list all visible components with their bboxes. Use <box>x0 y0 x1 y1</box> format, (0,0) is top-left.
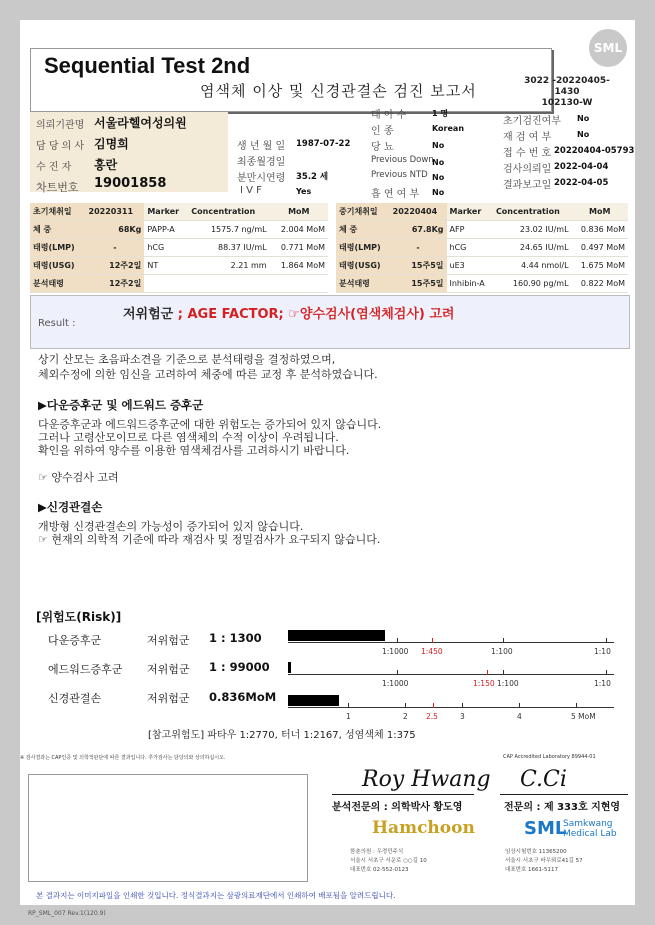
institution-value: 서울라헬여성의원 <box>94 116 187 130</box>
address-line: 임상시험번호 11365200 <box>505 849 567 855</box>
request-date-value: 2022-04-04 <box>554 162 609 172</box>
axis-tick <box>397 670 398 675</box>
axis-tick-label: 1:1000 <box>382 679 409 688</box>
sml-brand-line-2: Medical Lab <box>563 829 617 839</box>
smoking-label: 흡 연 여 부 <box>371 189 420 200</box>
table-header: Marker <box>144 203 188 221</box>
axis-tick <box>462 703 463 708</box>
chart-number-value: 19001858 <box>94 176 167 191</box>
risk-edwards-name: 에드워드증후군 <box>48 663 123 676</box>
table-cell <box>188 275 269 293</box>
table-cell: 1.864 MoM <box>270 257 328 275</box>
signature-line-2 <box>500 794 628 795</box>
signature-1: Roy Hwang <box>362 767 491 792</box>
address-line: 대표번호 02-552-0123 <box>350 867 409 873</box>
table-cell: 중기채취일 <box>336 203 390 221</box>
first-trimester-table <box>30 203 328 293</box>
table-cell: 태령(USG) <box>30 257 86 275</box>
result-note: ; AGE FACTOR; ☞양수검사(염색체검사) 고려 <box>173 307 455 322</box>
table-header: Concentration <box>188 203 269 221</box>
prev-down-value: No <box>432 158 445 167</box>
table-cell <box>270 275 328 293</box>
table-cell: 태령(LMP) <box>30 239 86 257</box>
race-label: 인 종 <box>371 126 394 137</box>
sml-brand-text <box>563 819 617 839</box>
table-cell: Inhibin-A <box>447 275 493 293</box>
axis-tick-label-cutoff: 1:450 <box>421 647 443 656</box>
signer-1-name: 분석전문의 : 의학박사 황도영 <box>332 802 463 813</box>
axis-tick-label-cutoff: 1:150 <box>473 679 495 688</box>
table-cell: 24.65 IU/mL <box>493 239 572 257</box>
report-date-label: 결과보고일 <box>503 180 552 191</box>
accession-label: 접 수 번 호 <box>503 148 552 159</box>
address-line: 서울시 서초구 바우뫼로41길 57 <box>505 858 583 864</box>
axis-tick-label: 1:10 <box>594 679 611 688</box>
smoking-value: No <box>432 188 445 197</box>
table-cell: 분석태령 <box>30 275 86 293</box>
race-value: Korean <box>432 124 465 133</box>
risk-down-group: 저위험군 <box>147 634 190 647</box>
code-line-2: 102130-W <box>541 98 593 108</box>
logo-text: SML <box>593 41 623 55</box>
table-cell: 12주2일 <box>86 257 145 275</box>
initial-exam-value: No <box>577 114 590 123</box>
second-trimester-table <box>336 203 628 293</box>
down-line-2: 그러나 고령산모이므로 다른 염색체의 수적 이상이 우려됩니다. <box>38 431 339 444</box>
axis-tick-label: 1:100 <box>497 679 519 688</box>
down-line-1: 다운증후군과 에드워드증후군에 대한 위험도는 증가되어 있지 않습니다. <box>38 418 382 431</box>
table-cell: 태령(USG) <box>336 257 390 275</box>
table-cell: 체 중 <box>336 221 390 239</box>
table-header: Concentration <box>493 203 572 221</box>
table-cell: 초기채취일 <box>30 203 86 221</box>
table-row <box>336 257 628 275</box>
table-cell: PAPP-A <box>144 221 188 239</box>
fineprint-right: CAP Accredited Laboratory 89944-01 <box>503 754 596 760</box>
table-cell: 0.822 MoM <box>572 275 628 293</box>
table-cell: 1.675 MoM <box>572 257 628 275</box>
retest-value: No <box>577 130 590 139</box>
result-group: 저위험군 <box>123 307 174 322</box>
age-label: 분만시연령 <box>237 173 286 184</box>
ivf-value: Yes <box>296 187 312 196</box>
result-label: Result : <box>38 318 76 329</box>
code-line-1: 3022 -20220405-1430 <box>524 76 610 97</box>
axis-tick-label: 5 MoM <box>571 712 596 721</box>
axis-tick-label: 1:1000 <box>382 647 409 656</box>
risk-edwards-bar <box>288 662 291 673</box>
table-cell: NT <box>144 257 188 275</box>
risk-down-axis <box>288 642 614 643</box>
prev-ntd-value: No <box>432 173 445 182</box>
patient-name-value: 홍란 <box>94 158 118 172</box>
table-cell: - <box>390 239 447 257</box>
report-date-value: 2022-04-05 <box>554 178 609 188</box>
axis-tick-label: 3 <box>460 712 465 721</box>
table-cell: 0.771 MoM <box>270 239 328 257</box>
address-block-2 <box>505 848 583 875</box>
signer-2-name: 전문의 : 제 333호 지현영 <box>504 802 621 813</box>
table-cell: 12주2일 <box>86 275 145 293</box>
axis-tick <box>503 670 504 675</box>
fetus-count-value: 1 명 <box>432 109 449 118</box>
risk-edwards-value: 1 : 99000 <box>209 660 270 674</box>
down-line-4: ☞ 양수검사 고려 <box>38 471 119 484</box>
table-cell: 20220311 <box>86 203 145 221</box>
intro-line-1: 상기 산모는 초음파소견을 기준으로 분석태령을 결정하였으며, <box>38 353 336 366</box>
table-row <box>30 221 328 239</box>
risk-ntd-axis <box>288 707 614 708</box>
risk-ntd-bar <box>288 695 339 706</box>
table-cell: 160.90 pg/mL <box>493 275 572 293</box>
chart-number-label: 차트번호 <box>36 181 79 194</box>
table-cell: 68Kg <box>86 221 145 239</box>
table-cell: 88.37 IU/mL <box>188 239 269 257</box>
axis-tick <box>519 703 520 708</box>
axis-tick <box>405 703 406 708</box>
risk-down-value: 1 : 1300 <box>209 631 262 645</box>
table-cell: 67.8Kg <box>390 221 447 239</box>
prev-ntd-label: Previous NTD <box>371 170 428 180</box>
table-cell: 23.02 IU/mL <box>493 221 572 239</box>
retest-label: 재 검 여 부 <box>503 132 552 143</box>
comment-box <box>28 774 308 882</box>
table-cell: - <box>86 239 145 257</box>
axis-tick <box>397 638 398 643</box>
address-line: 함춘의원 : 우경민주식 <box>350 849 404 855</box>
axis-tick <box>606 670 607 675</box>
table-row <box>30 203 328 221</box>
risk-ntd-value: 0.836MoM <box>209 690 277 704</box>
dob-label: 생 년 월 일 <box>237 141 286 152</box>
institution-label: 의뢰기관명 <box>36 120 85 131</box>
request-date-label: 검사의뢰일 <box>503 164 552 175</box>
axis-tick-label: 1:10 <box>594 647 611 656</box>
report-subtitle: 염색체 이상 및 신경관결손 검진 보고서 <box>200 82 477 100</box>
table-cell: AFP <box>447 221 493 239</box>
axis-tick <box>606 638 607 643</box>
revision-code: RP_SML_007 Rev.1(120.9) <box>28 910 106 917</box>
table-row <box>336 203 628 221</box>
initial-exam-label: 초기검진여부 <box>503 116 561 127</box>
table-header: Marker <box>447 203 493 221</box>
intro-line-2: 체외수정에 의한 임신을 고려하여 체중에 따른 교정 후 분석하였습니다. <box>38 368 378 381</box>
table-row <box>336 221 628 239</box>
address-block-1 <box>350 848 427 875</box>
table-row <box>30 239 328 257</box>
accession-value: 20220404-05793 <box>554 146 635 156</box>
reference-risk: [참고위험도] 파타우 1:2770, 터너 1:2167, 성염색체 1:375 <box>148 730 416 741</box>
signature-2: C.Ci <box>520 767 567 792</box>
dob-value: 1987-07-22 <box>296 139 351 149</box>
table-row <box>30 275 328 293</box>
ntd-line-1: 개방형 신경관결손의 가능성이 증가되어 있지 않습니다. <box>38 520 304 533</box>
axis-tick-label-cutoff: 2.5 <box>426 712 438 721</box>
risk-ntd-name: 신경관결손 <box>48 692 102 705</box>
table-cell: hCG <box>447 239 493 257</box>
diabetes-label: 당 뇨 <box>371 142 394 153</box>
axis-tick-cutoff <box>433 703 434 708</box>
risk-down-name: 다운증후군 <box>48 634 102 647</box>
table-cell: 1575.7 ng/mL <box>188 221 269 239</box>
table-cell: 2.004 MoM <box>270 221 328 239</box>
doctor-label: 담 당 의 사 <box>36 141 85 152</box>
section-ntd: ▶신경관결손 <box>38 500 103 514</box>
lmp-label: 최종월경일 <box>237 157 286 168</box>
risk-ntd-group: 저위험군 <box>147 692 190 705</box>
report-codes <box>522 76 612 109</box>
axis-tick-label: 1:100 <box>491 647 513 656</box>
table-cell: 2.21 mm <box>188 257 269 275</box>
table-row <box>30 257 328 275</box>
ntd-line-2: ☞ 현재의 의학적 기준에 따라 재검사 및 정밀검사가 요구되지 않습니다. <box>38 533 381 546</box>
axis-tick-label: 1 <box>346 712 351 721</box>
risk-edwards-axis <box>288 674 614 675</box>
address-line: 서울시 서초구 서운로 ○○길 10 <box>350 858 427 864</box>
table-cell: hCG <box>144 239 188 257</box>
section-down-edwards: ▶다운증후군 및 에드워드 증후군 <box>38 398 204 412</box>
table-cell: 0.497 MoM <box>572 239 628 257</box>
fineprint-left: ※ 검사결과는 CAP인증 및 의학적판단에 따른 결과입니다. 추가검사는 담당의와 상의하십시오. <box>20 755 226 761</box>
axis-tick-label: 2 <box>403 712 408 721</box>
table-cell: 4.44 nmol/L <box>493 257 572 275</box>
table-cell: 0.836 MoM <box>572 221 628 239</box>
table-cell: 15주5일 <box>390 257 447 275</box>
hamchoon-logo: Hamchoon <box>372 818 475 838</box>
sml-logo <box>587 27 629 69</box>
axis-tick <box>576 703 577 708</box>
prev-down-label: Previous Down <box>371 155 434 165</box>
down-line-3: 확인을 위하여 양수를 이용한 염색체검사를 고려하시기 바랍니다. <box>38 444 350 457</box>
table-header: MoM <box>572 203 628 221</box>
axis-tick-cutoff <box>487 670 488 675</box>
result-text <box>123 303 454 322</box>
fetus-count-label: 태 아 수 <box>371 110 407 121</box>
axis-tick <box>348 703 349 708</box>
table-cell: 체 중 <box>30 221 86 239</box>
age-value: 35.2 세 <box>296 172 329 182</box>
table-cell: uE3 <box>447 257 493 275</box>
risk-edwards-group: 저위험군 <box>147 663 190 676</box>
address-line: 대표번호 1661-5117 <box>505 867 558 873</box>
table-row <box>336 239 628 257</box>
table-cell: 분석태령 <box>336 275 390 293</box>
axis-tick-label: 4 <box>517 712 522 721</box>
diabetes-value: No <box>432 141 445 150</box>
sml-brand-line-1: Samkwang <box>563 819 613 829</box>
table-cell: 15주5일 <box>390 275 447 293</box>
ivf-label: I V F <box>240 185 262 196</box>
sml-brand-logo: SML <box>524 818 567 839</box>
table-row <box>336 275 628 293</box>
table-cell <box>144 275 188 293</box>
axis-tick-cutoff <box>432 638 433 643</box>
risk-title: [위험도(Risk)] <box>36 610 122 624</box>
risk-down-bar <box>288 630 385 641</box>
footnote: 본 결과지는 이미지파일을 인쇄한 것입니다. 정식결과지는 삼광의료재단에서 인쇄하여 배포됨을 알려드립니다. <box>36 891 396 900</box>
table-header: MoM <box>270 203 328 221</box>
axis-tick <box>503 638 504 643</box>
table-cell: 20220404 <box>390 203 447 221</box>
signature-line-1 <box>332 794 474 795</box>
doctor-value: 김명희 <box>94 137 129 151</box>
patient-name-label: 수 진 자 <box>36 162 72 173</box>
table-cell: 태령(LMP) <box>336 239 390 257</box>
report-title: Sequential Test 2nd <box>44 53 251 78</box>
